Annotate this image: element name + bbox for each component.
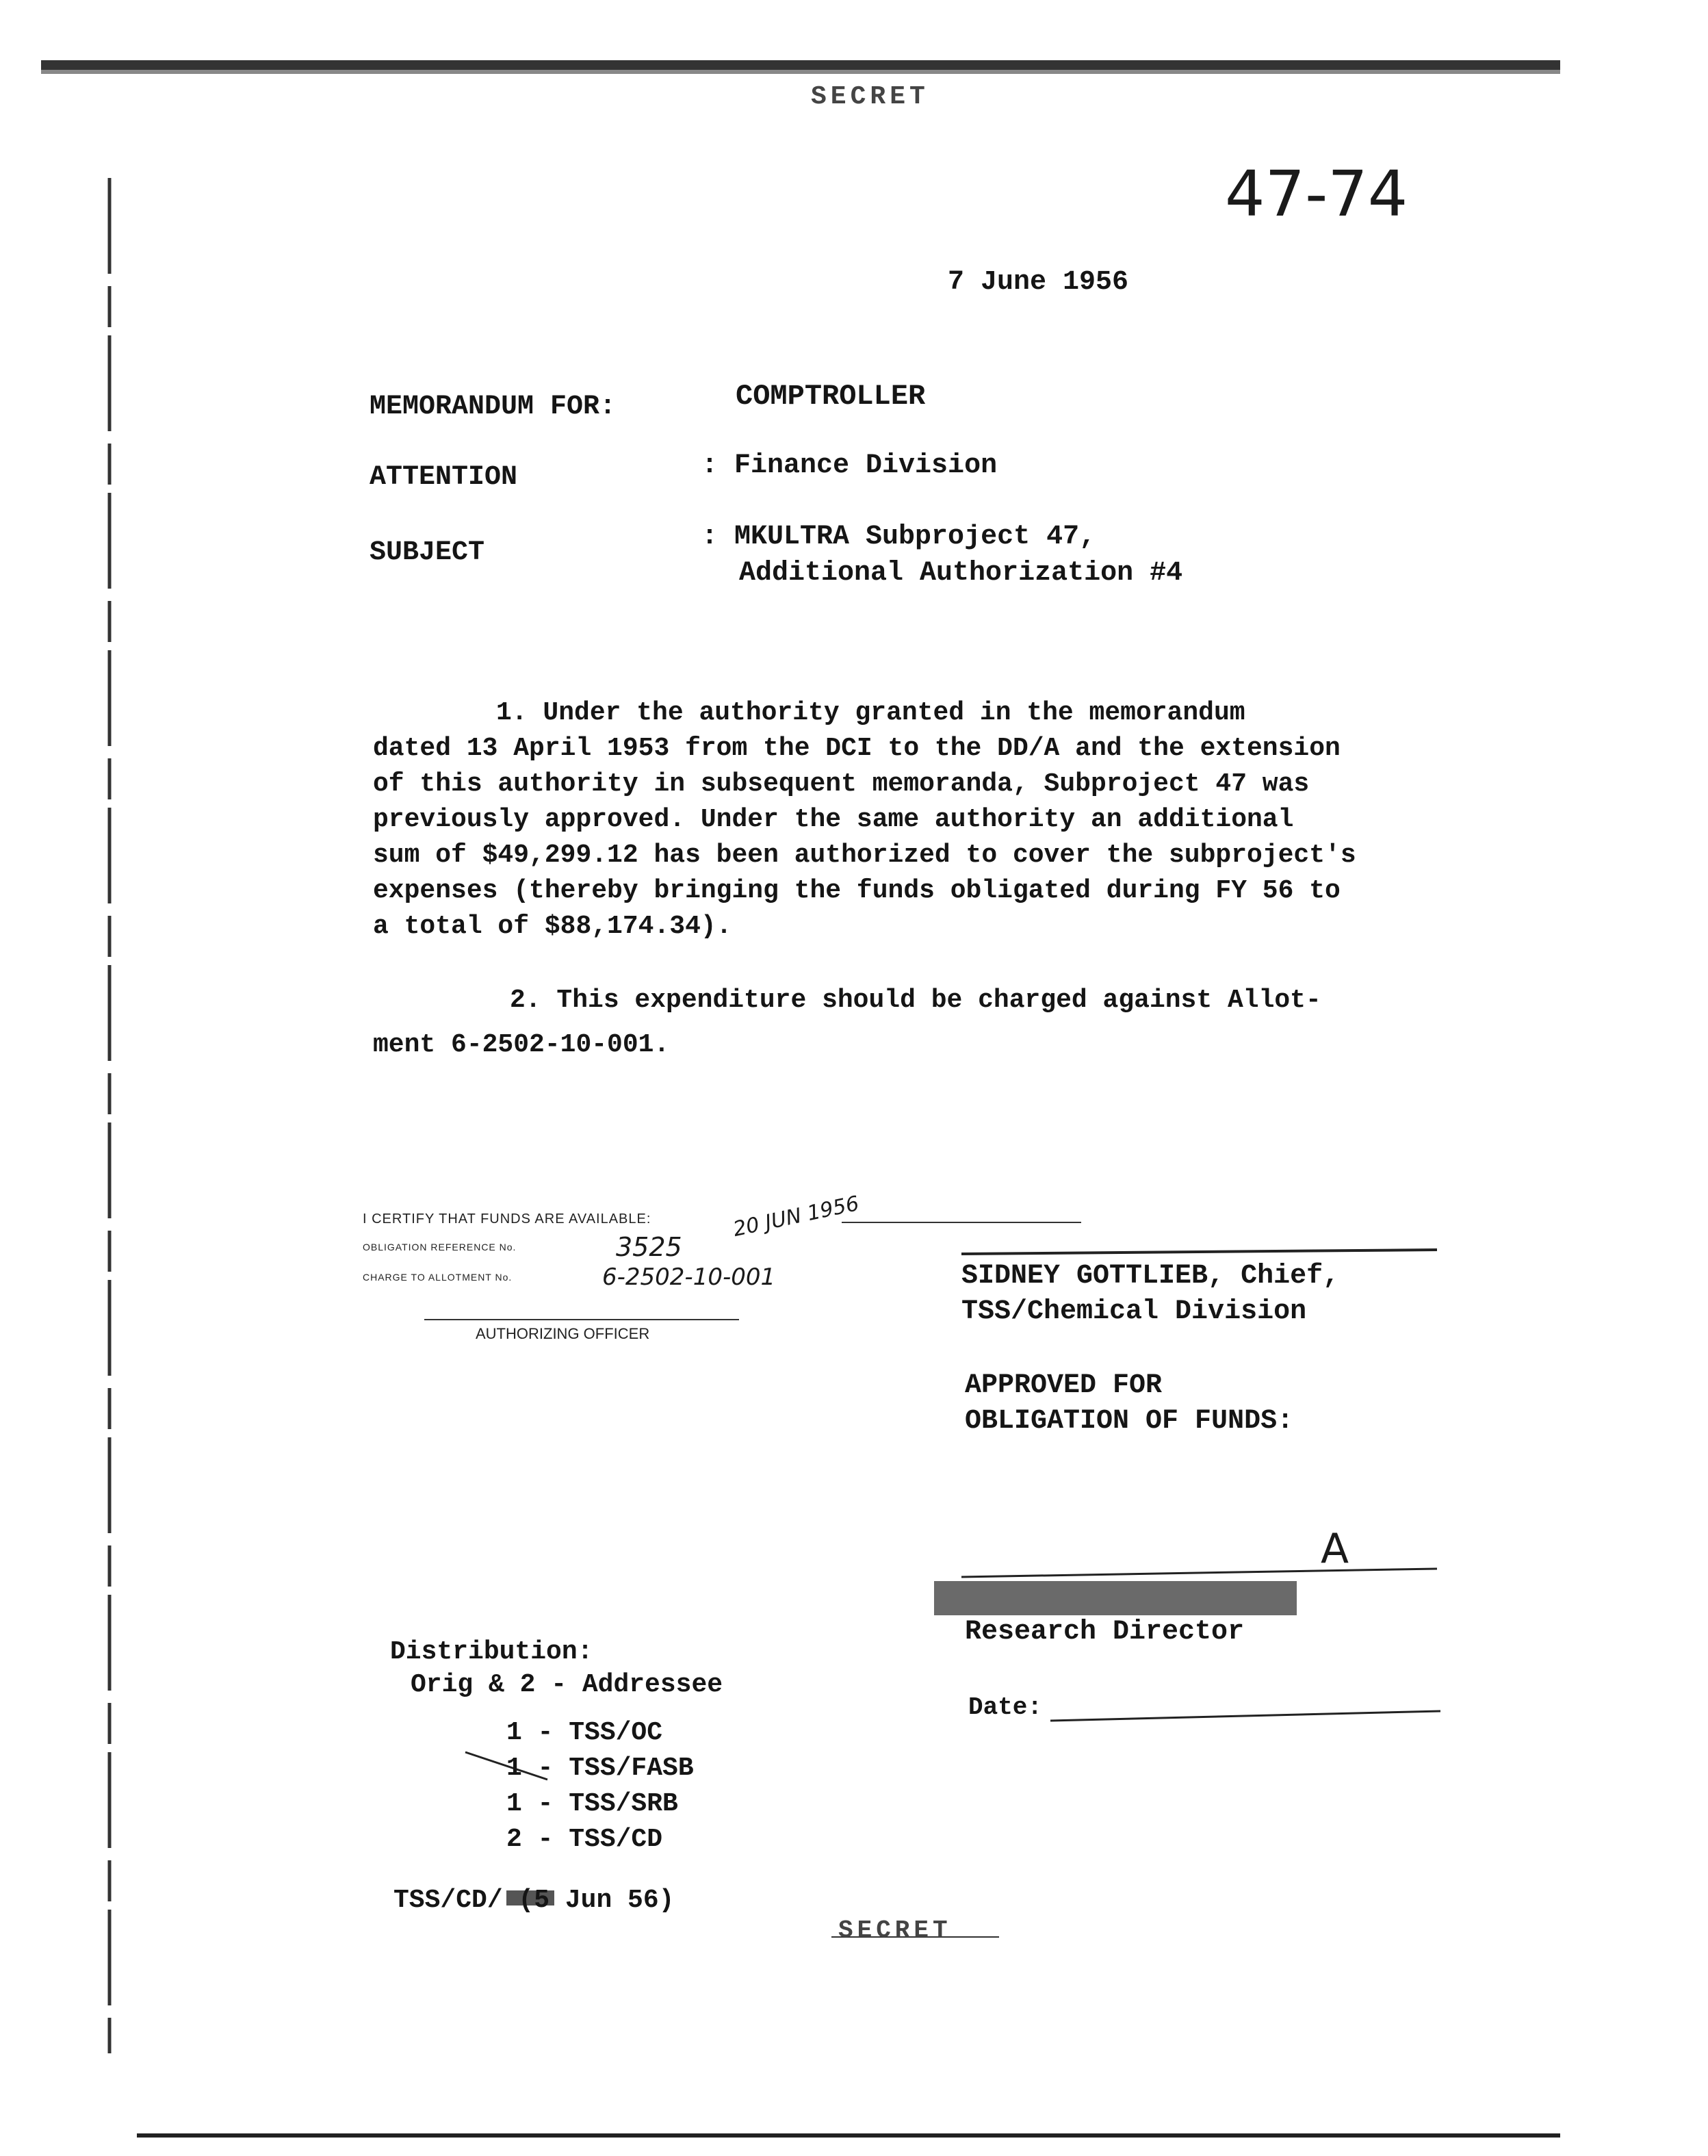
subject-line-1: : MKULTRA Subproject 47,: [701, 522, 1096, 552]
para1-line: dated 13 April 1953 from the DCI to the DD/A and the extension: [373, 734, 1341, 763]
memo-for-label: MEMORANDUM FOR:: [370, 392, 617, 422]
signature-line: [961, 1250, 1437, 1254]
para1-line: a total of $88,174.34).: [373, 912, 732, 941]
document-number: 47-74: [1225, 157, 1408, 231]
originator-line: TSS/CD/ (5 Jun 56): [393, 1886, 675, 1915]
attention-value: : Finance Division: [701, 450, 998, 481]
para1-line: previously approved. Under the same authority an additional: [373, 805, 1294, 834]
signatory-division: TSS/Chemical Division: [961, 1296, 1307, 1327]
top-scan-edge-shadow: [41, 70, 1560, 74]
attention-label: ATTENTION: [370, 462, 518, 493]
para1-line: sum of $49,299.12 has been authorized to cover the subproject's: [373, 840, 1356, 870]
redaction-mark: [934, 1581, 1297, 1615]
subject-line-2: Additional Authorization #4: [739, 558, 1183, 589]
distribution-label: Distribution:: [390, 1637, 593, 1667]
handwritten-allotment: 6-2502-10-001: [602, 1263, 776, 1291]
approver-initial: A: [1321, 1525, 1349, 1573]
classification-bottom: SECRET: [838, 1916, 952, 1945]
distribution-line: Orig & 2 - Addressee: [411, 1670, 723, 1699]
distribution-line: 2 - TSS/CD: [506, 1825, 663, 1854]
authorizing-officer-label: AUTHORIZING OFFICER: [476, 1325, 650, 1342]
subject-label: SUBJECT: [370, 537, 485, 568]
classification-top: SECRET: [811, 82, 929, 112]
para2-line: ment 6-2502-10-001.: [373, 1030, 670, 1060]
approved-line-2: OBLIGATION OF FUNDS:: [965, 1406, 1294, 1437]
memo-date: 7 June 1956: [948, 267, 1129, 298]
date-line: [1050, 1711, 1440, 1721]
para1-line: expenses (thereby bringing the funds obligated during FY 56 to: [373, 876, 1341, 906]
certify-line-1: I CERTIFY THAT FUNDS ARE AVAILABLE:: [363, 1211, 651, 1227]
approved-line-1: APPROVED FOR: [965, 1370, 1163, 1401]
certify-line-3: CHARGE TO ALLOTMENT No.: [363, 1272, 513, 1283]
director-line: [961, 1569, 1437, 1577]
signatory-name: SIDNEY GOTTLIEB, Chief,: [961, 1261, 1340, 1292]
para2-line: 2. This expenditure should be charged against Allot-: [510, 986, 1321, 1015]
memo-for-value: COMPTROLLER: [736, 380, 926, 413]
distribution-line: 1 - TSS/OC: [506, 1718, 663, 1747]
handwritten-date: 20 JUN 1956: [731, 1191, 862, 1242]
para1-line: 1. Under the authority granted in the memorandum: [496, 698, 1245, 728]
distribution-line: 1 - TSS/SRB: [506, 1789, 678, 1819]
handwritten-obligation: 3525: [616, 1232, 682, 1262]
research-director-label: Research Director: [965, 1617, 1245, 1647]
para1-line: of this authority in subsequent memoranda, Subproject 47 was: [373, 769, 1310, 799]
distribution-line: 1 - TSS/FASB: [506, 1754, 694, 1783]
certify-line-2: OBLIGATION REFERENCE No.: [363, 1242, 517, 1253]
top-scan-edge: [41, 60, 1560, 70]
date-label: Date:: [968, 1693, 1043, 1721]
